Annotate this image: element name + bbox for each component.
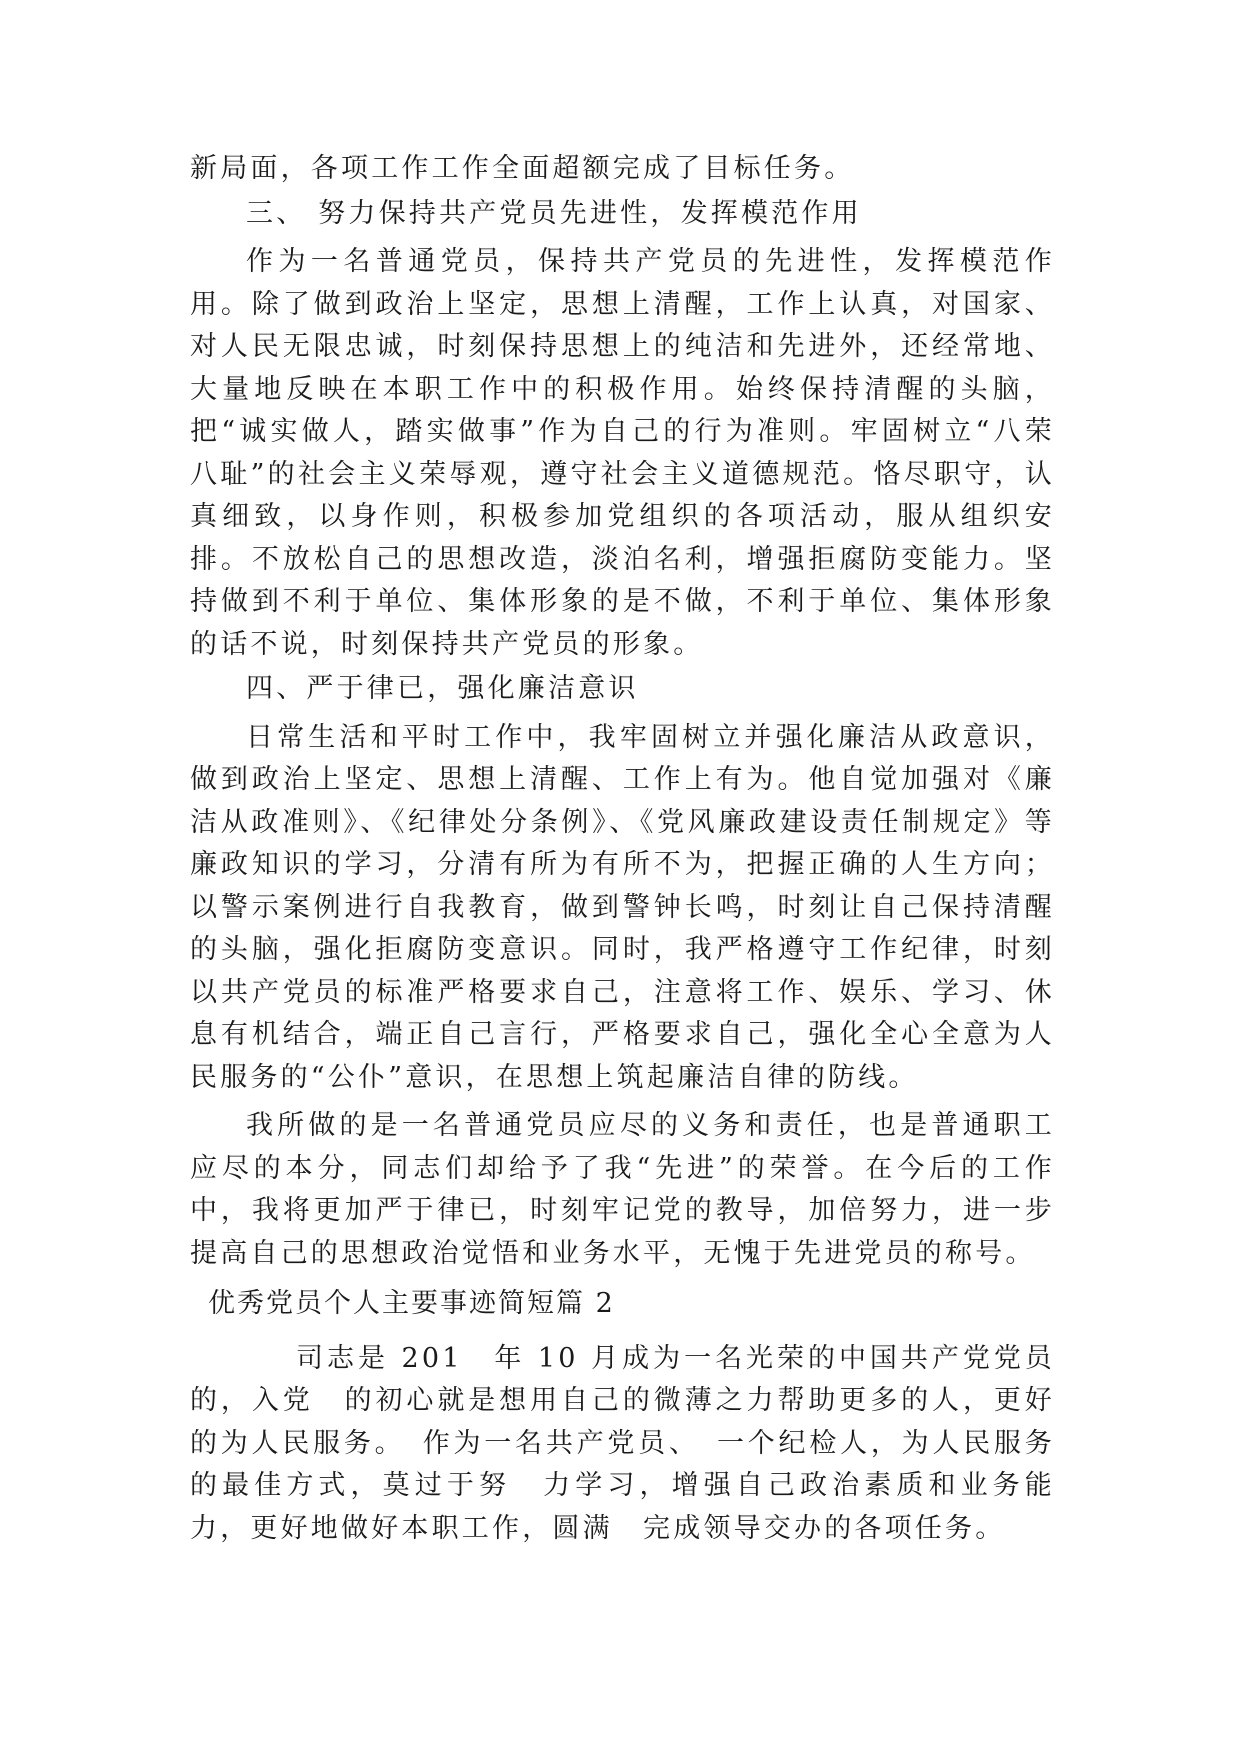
paragraph-vanguard-role: 作为一名普通党员，保持共产党员的先进性，发挥模范作用。除了做到政治上坚定，思想上清醒，工作上认真，对国家、对人民无限忠诚，时刻保持思想上的纯洁和先进外，还经常地、大量地反映在本职工作中的积极作用。始终保持清醒的头脑，把“诚实做人，踏实做事”作为自己的行为准则。牢固树立“八荣八耻”的社会主义荣辱观，遵守社会主义道德规范。恪尽职守，认真细致，以身作则，积极参加党组织的各项活动，服从组织安排。不放松自己的思想改造，淡泊名利，增强拒腐防变能力。坚持做到不利于单位、集体形象的是不做，不利于单位、集体形象的话不说，时刻保持共产党员的形象。 — [190, 246, 1055, 660]
continuation-paragraph: 新局面，各项工作工作全面超额完成了目标任务。 — [190, 153, 855, 184]
section-heading-three: 三、 努力保持共产党员先进性，发挥模范作用 — [246, 197, 862, 229]
paragraph-conclusion: 我所做的是一名普通党员应尽的义务和责任，也是普通职工应尽的本分，同志们却给予了我“先进”的荣誉。在今后的工作中，我将更加严于律已，时刻牢记党的教导，加倍努力，进一步提高自己的思想政治觉悟和业务水平，无愧于先进党员的称号。 — [190, 1110, 1055, 1269]
section-heading-four: 四、严于律已，强化廉洁意识 — [246, 673, 639, 704]
article-title-part-2: 优秀党员个人主要事迹简短篇 2 — [208, 1288, 615, 1319]
document-body — [190, 148, 1055, 1550]
paragraph-integrity: 日常生活和平时工作中，我牢固树立并强化廉洁从政意识，做到政治上坚定、思想上清醒、工作上有为。他自觉加强对《廉洁从政准则》、《纪律处分条例》、《党风廉政建设责任制规定》等廉政知识的学习，分清有所为有所不为，把握正确的人生方向；以警示案例进行自我教育，做到警钟长鸣，时刻让自己保持清醒的头脑，强化拒腐防变意识。同时，我严格遵守工作纪律，时刻以共产党员的标准严格要求自己，注意将工作、娱乐、学习、休息有机结合，端正自己言行，严格要求自己，强化全心全意为人民服务的“公仆”意识，在思想上筑起廉洁自律的防线。 — [190, 721, 1055, 1093]
paragraph-part-2-intro: 司志是 201 年 10 月成为一名光荣的中国共产党党员的，入党 的初心就是想用自己的微薄之力帮助更多的人，更好的为人民服务。 作为一名共产党员、 一个纪检人，为人民服务的最佳方式，莫过于努 力学习，增强自己政治素质和业务能力，更好地做好本职工作，圆满 完成领导交办的各项任务。 — [190, 1342, 1055, 1544]
